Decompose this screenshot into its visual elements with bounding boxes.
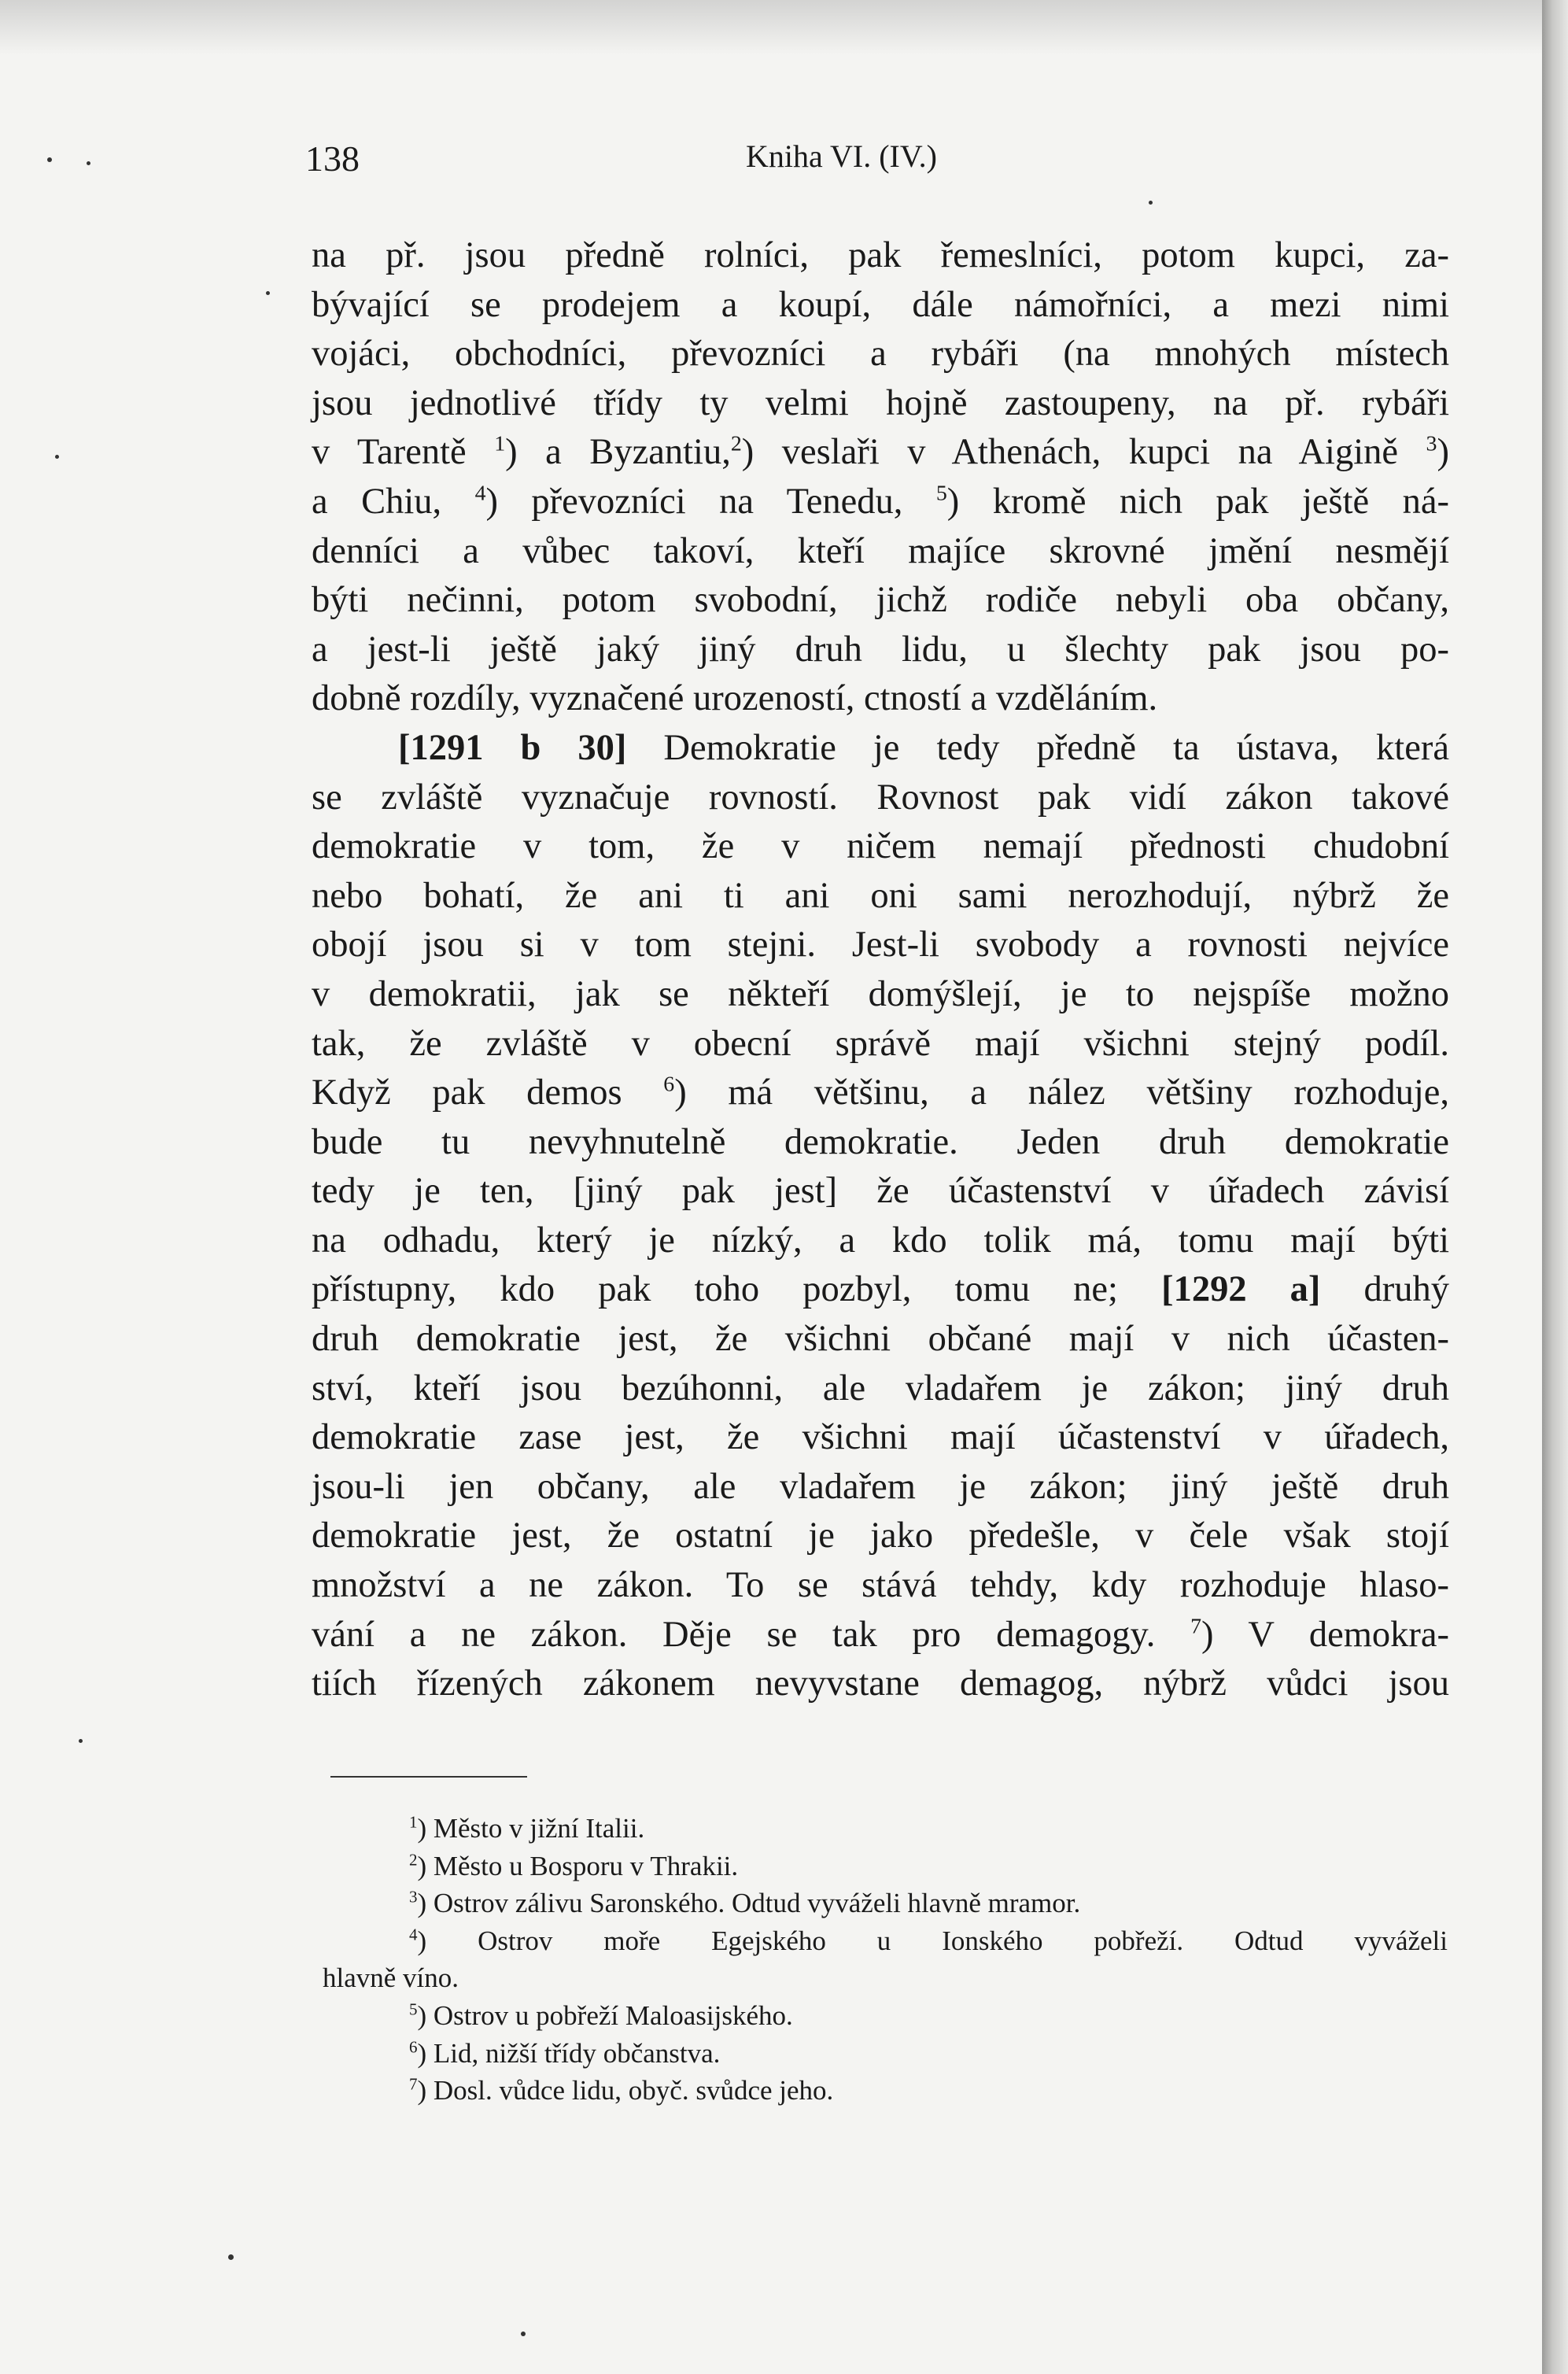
text-line: a jest-li ještě jaký jiný druh lidu, u šlechty pak jsou po- — [312, 629, 1449, 670]
text-line: na př. jsou předně rolníci, pak řemeslníci, potom kupci, za- — [312, 235, 1449, 275]
text-line: v Tarentě $^1$) a Byzantiu,$^2$) veslaři v Athenách, kupci na Aigině $^3$) — [312, 431, 1449, 473]
text-line: demokratie zase jest, že všichni mají účastenství v úřadech, — [312, 1417, 1449, 1458]
footnote: $^6$) Lid, nižší třídy občanstva. — [409, 2036, 721, 2069]
text-line: druh demokratie jest, že všichni občané mají v nich účasten- — [312, 1319, 1449, 1360]
scan-shadow — [0, 0, 1542, 55]
page-edge — [1542, 0, 1568, 2374]
text-line: nebo bohatí, že ani ti ani oni sami nerozhodují, nýbrž že — [312, 875, 1449, 916]
text-line: tiích řízených zákonem nevyvstane demagog, nýbrž vůdci jsou — [312, 1663, 1449, 1704]
text-line: tedy je ten, [jiný pak jest] že účastenství v úřadech závisí — [312, 1171, 1449, 1212]
scan-speck — [55, 455, 59, 459]
footnote: $^1$) Město v jižní Italii. — [409, 1812, 645, 1844]
scan-speck — [228, 2254, 234, 2260]
text-line: býti nečinni, potom svobodní, jichž rodiče nebyli oba občany, — [312, 580, 1449, 621]
text-line: vání a ne zákon. Děje se tak pro demagogy. $^7$) V demokra- — [312, 1614, 1449, 1655]
scan-speck — [79, 1739, 83, 1743]
footnote-ref: 7 — [1190, 1614, 1202, 1639]
text-line: v demokratii, jak se někteří domýšlejí, je to nejspíše možno — [312, 973, 1449, 1014]
text-line: se zvláště vyznačuje rovností. Rovnost pak vidí zákon takové — [312, 777, 1449, 818]
text-line: a Chiu, $^4$) převozníci na Tenedu, $^5$) kromě nich pak ještě ná- — [312, 481, 1449, 522]
footnote-continuation: hlavně víno. — [323, 1962, 459, 1994]
footnote: $^7$) Dosl. vůdce lidu, obyč. svůdce jeho. — [409, 2074, 834, 2106]
text-line: bývající se prodejem a koupí, dále námořníci, a mezi nimi — [312, 284, 1449, 325]
text-line: ství, kteří jsou bezúhonni, ale vladařem je zákon; jiný druh — [312, 1368, 1449, 1409]
footnote: $^5$) Ostrov u pobřeží Maloasijského. — [409, 1999, 793, 2031]
footnote-ref: 4 — [474, 481, 486, 506]
main-text — [312, 231, 1449, 1709]
footnote-ref: 1 — [494, 431, 506, 456]
text-line: dobně rozdíly, vyznačené urozeností, ctností a vzděláním. — [312, 678, 1158, 719]
footnote-ref: 3 — [1426, 431, 1437, 456]
bekker-reference: [1292 a] — [1161, 1269, 1321, 1310]
text-line: jsou jednotlivé třídy ty velmi hojně zastoupeny, na př. rybáři — [312, 382, 1449, 423]
text-line: [1291 b 30] Demokratie je tedy předně ta ústava, která — [398, 727, 1449, 768]
scan-speck — [1149, 201, 1153, 205]
text-line: tak, že zvláště v obecní správě mají všichni stejný podíl. — [312, 1023, 1449, 1064]
text-line: na odhadu, který je nízký, a kdo tolik má, tomu mají býti — [312, 1220, 1449, 1261]
text-line: bude tu nevyhnutelně demokratie. Jeden druh demokratie — [312, 1121, 1449, 1162]
text-line: denníci a vůbec takoví, kteří majíce skrovné jmění nesmějí — [312, 530, 1449, 571]
text-line: jsou-li jen občany, ale vladařem je zákon; jiný ještě druh — [312, 1466, 1449, 1507]
page-number: 138 — [305, 138, 360, 179]
text-line: obojí jsou si v tom stejni. Jest-li svobody a rovnosti nejvíce — [312, 925, 1449, 965]
text-line: vojáci, obchodníci, převozníci a rybáři (na mnohých místech — [312, 334, 1449, 375]
footnote-divider — [330, 1776, 527, 1778]
footnotes — [323, 1810, 1448, 2110]
scan-speck — [521, 2332, 526, 2336]
text-line: Když pak demos $^6$) má většinu, a nález většiny rozhoduje, — [312, 1072, 1449, 1113]
footnote: $^4$) Ostrov moře Egejského u Ionského pobřeží. Odtud vyváželi — [409, 1925, 1448, 1956]
scan-speck — [266, 291, 270, 295]
footnote: $^2$) Město u Bosporu v Thrakii. — [409, 1849, 739, 1881]
text-line: demokratie jest, že ostatní je jako předešle, v čele však stojí — [312, 1516, 1449, 1556]
bekker-reference: [1291 b 30] — [398, 727, 627, 768]
page-header — [305, 138, 1454, 185]
text-line: přístupny, kdo pak toho pozbyl, tomu ne; [1292 a] druhý — [312, 1269, 1449, 1310]
footnote-ref: 6 — [663, 1072, 675, 1097]
scan-speck — [47, 157, 52, 162]
scan-speck — [87, 161, 90, 165]
footnote-ref: 5 — [935, 481, 947, 506]
running-head: Kniha VI. (IV.) — [746, 138, 937, 174]
footnote-ref: 2 — [730, 431, 742, 456]
footnote: $^3$) Ostrov zálivu Saronského. Odtud vyváželi hlavně mramor. — [409, 1887, 1081, 1919]
text-line: demokratie v tom, že v ničem nemají přednosti chudobní — [312, 826, 1449, 867]
text-line: množství a ne zákon. To se stává tehdy, kdy rozhoduje hlaso- — [312, 1565, 1449, 1606]
